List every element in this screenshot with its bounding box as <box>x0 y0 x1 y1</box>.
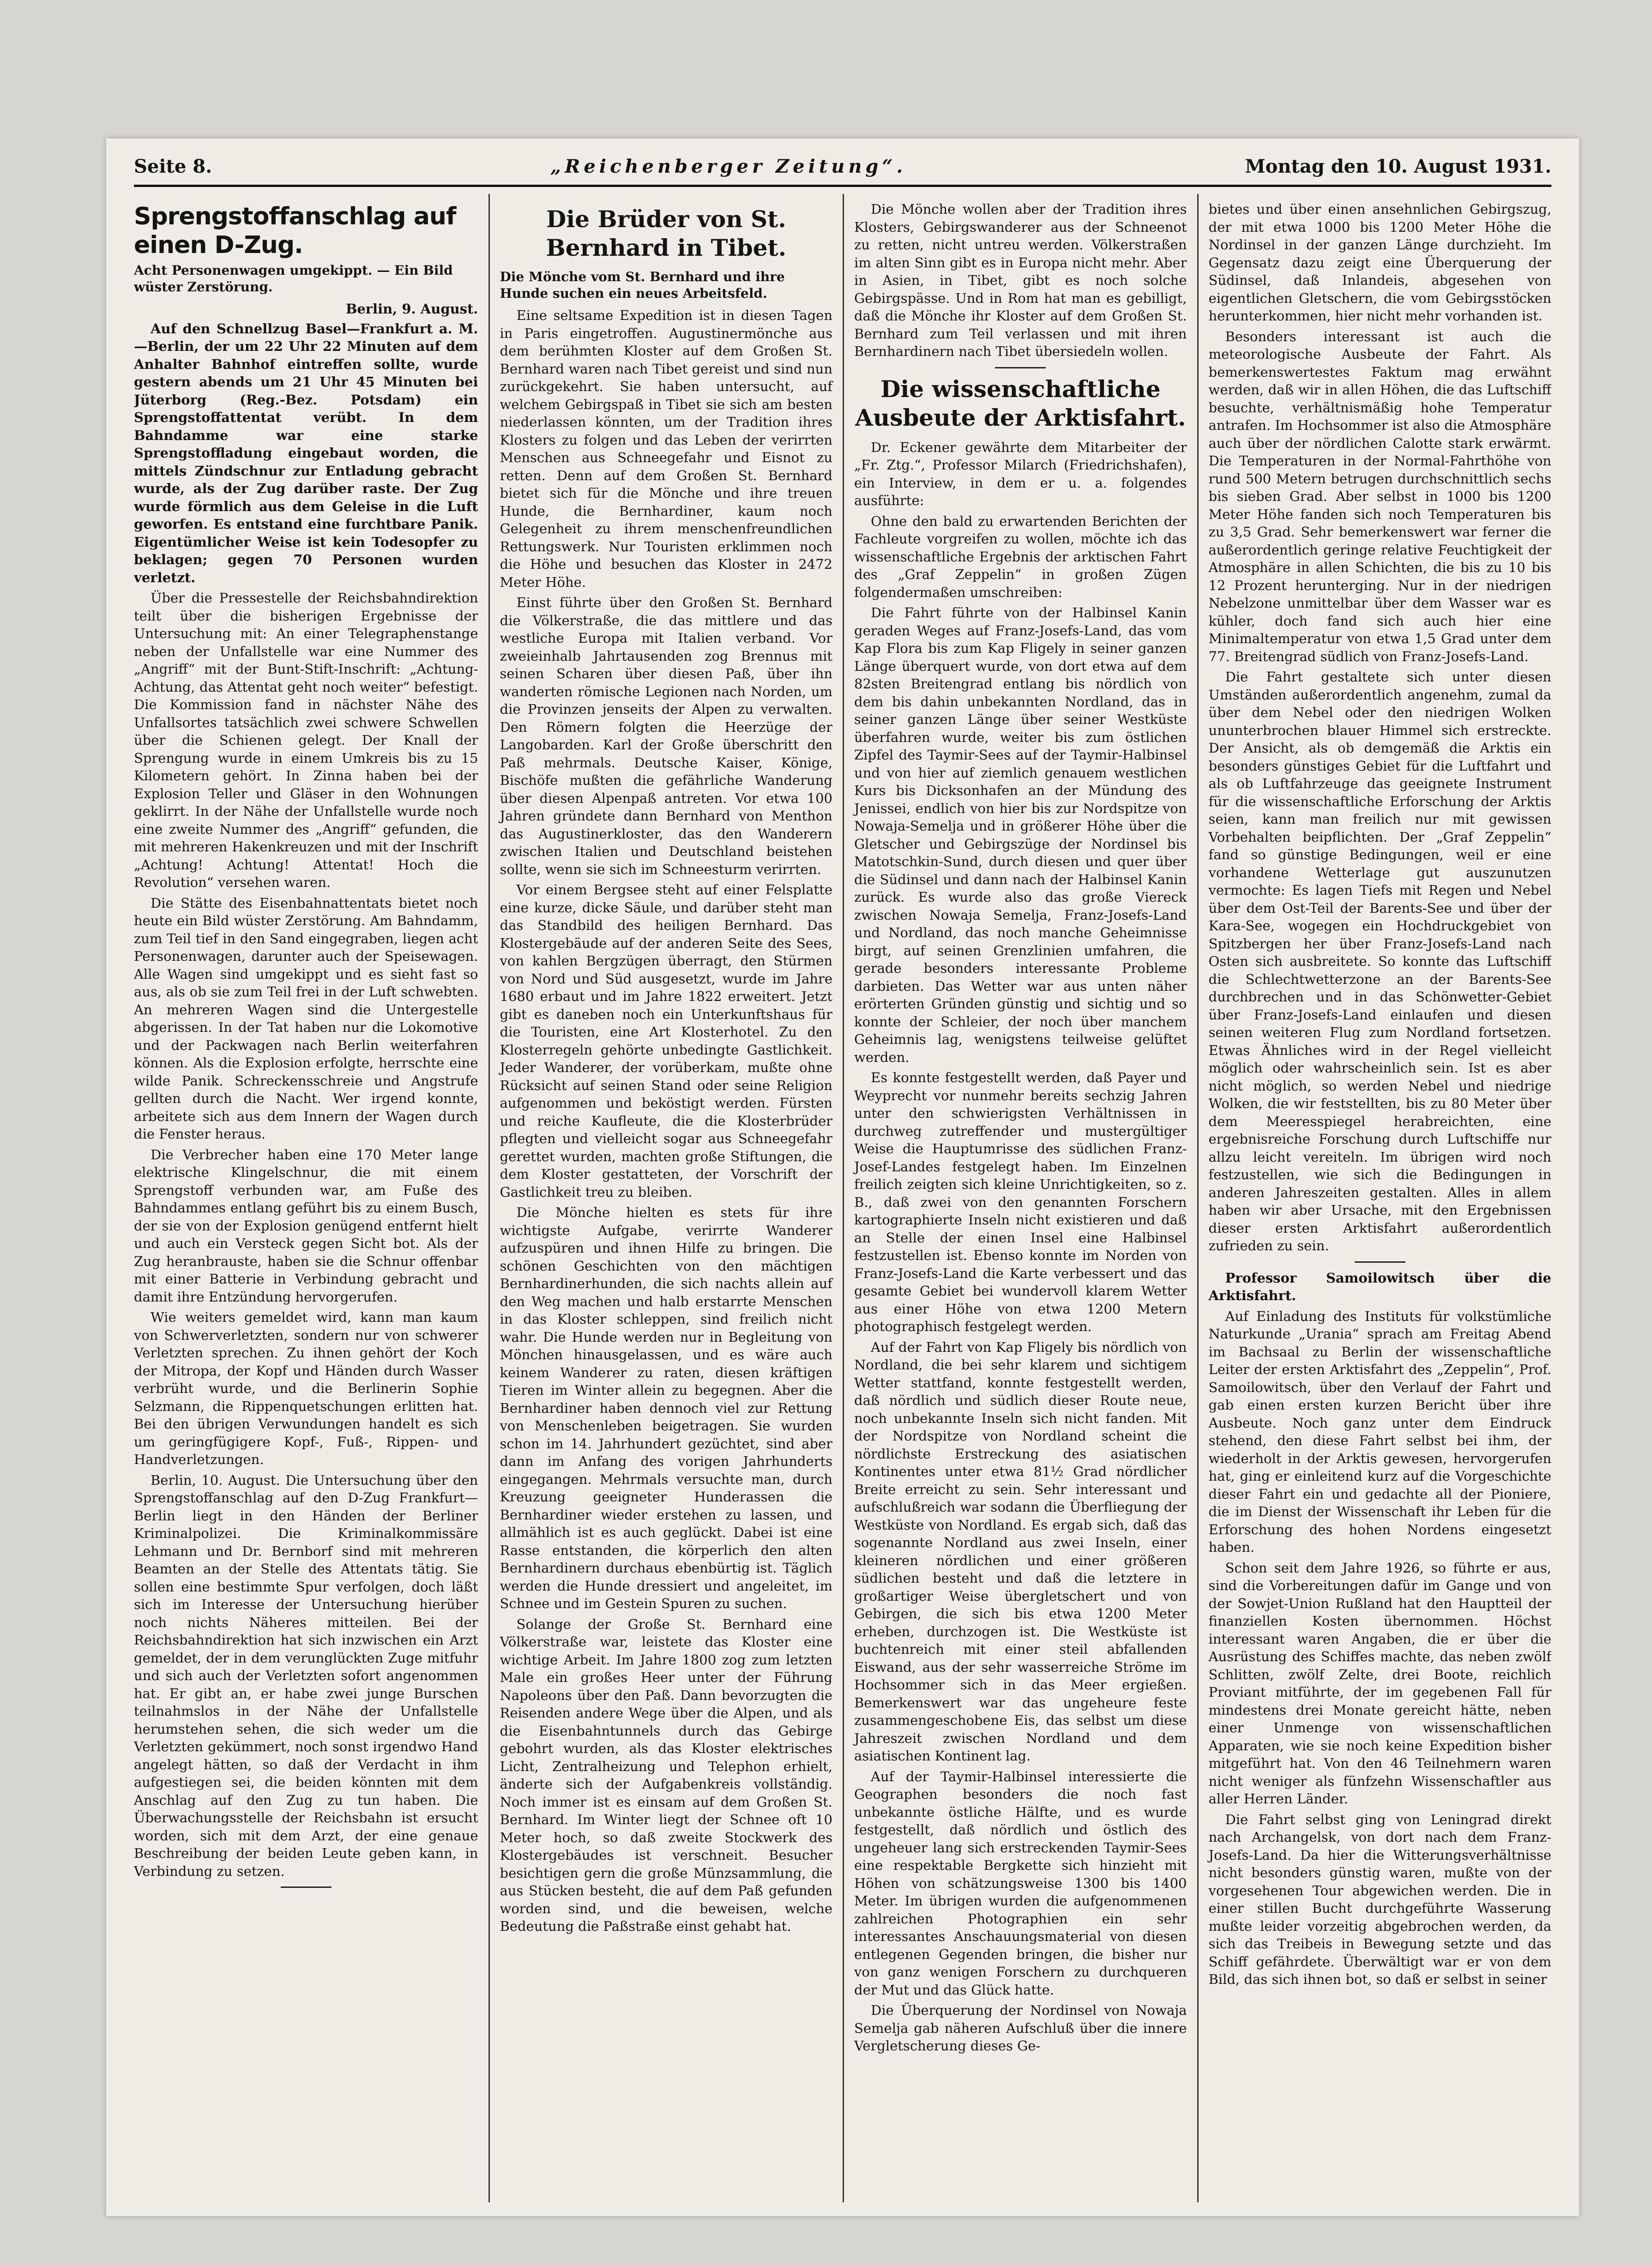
end-rule <box>281 1886 332 1888</box>
article-headline: Die wissenschaftliche Ausbeute der Arktisfahrt. <box>855 375 1186 431</box>
paragraph: Eine seltsame Expedition ist in diesen Tagen in Paris eingetroffen. Augustinermönche aus dem berühmten Kloster auf dem Großen St. Bernhard waren nach Tibet gereist und sind nun zurückgekehrt. Sie haben untersucht, auf welchem Gebirgspaß in Tibet sie sich am besten niederlassen könnten, um der Tradition ihres Klosters zu folgen und das Leben der verirrten Menschen aus Schneegefahr und Eisnot zu retten. Denn auf dem Großen St. Bernhard bietet sich für die Mönche und ihre treuen Hunde, die Bernhardiner, kaum noch Gelegenheit zu ihrem menschenfreundlichen Rettungswerk. Nur Touristen erklimmen noch die Höhe und besuchen das Kloster in 2472 Meter Höhe. <box>500 307 832 590</box>
paragraph: Vor einem Bergsee steht auf einer Felsplatte eine kurze, dicke Säule, und darüber steht man das Standbild des heiligen Bernhard. Das Klostergebäude auf der anderen Seite des Sees, von kahlen Bergzügen überragt, den Stürmen von Nord und Süd ausgesetzt, wurde im Jahre 1680 erbaut und im Jahre 1822 erweitert. Jetzt gibt es daneben noch ein Unterkunftshaus für die Touristen, eine Art Klosterhotel. Zu den Klosterregeln gehörte unbedingte Gastlichkeit. Jeder Wanderer, der vorüberkam, mußte ohne Rücksicht auf seinen Stand oder seine Religion aufgenommen und beköstigt werden. Fürsten und reiche Kaufleute, die die Klosterbrüder pflegten und vielleicht sogar aus Schneegefahr gerettet wurden, machten große Stiftungen, die dem Kloster gestatteten, der Vorschrift der Gastlichkeit treu zu bleiben. <box>500 882 832 1200</box>
paragraph: Solange der Große St. Bernhard eine Völkerstraße war, leistete das Kloster eine wichtige Arbeit. Im Jahre 1800 zog zum letzten Male ein großes Heer unter der Führung Napoleons über den Paß. Dann bevorzugten die Reisenden andere Wege über die Alpen, und als die Eisenbahntunnels durch das Gebirge gebohrt wurden, als das Kloster elektrisches Licht, Zentralheizung und Telephon erhielt, änderte sich der Aufgabenkreis vollständig. Noch immer ist es einsam auf dem Großen St. Bernhard. Im Winter liegt der Schnee oft 10 Meter hoch, so daß zweite Stockwerk des Klostergebäudes ist verschneit. Besucher besichtigen gern die große Münzsammlung, die aus Stücken besteht, die auf dem Paß gefunden worden sind, und die beweisen, welche Bedeutung die Paßstraße einst gehabt hat. <box>500 1616 832 1934</box>
paragraph: bietes und über einen ansehnlichen Gebirgszug, der mit etwa 1000 bis 1200 Meter Höhe die Nordinsel in der ganzen Länge durchzieht. Im Gegensatz dazu zeigt eine Überquerung der Südinsel, daß Inlandeis, abgesehen von eigentlichen Gletschern, die vom Gebirgsstöcken herunterkommen, hier nicht mehr vorhanden ist. <box>1208 201 1551 324</box>
paragraph: Die Mönche wollen aber der Tradition ihres Klosters, Gebirgswanderer aus der Schneenot zu retten, nicht untreu werden. Völkerstraßen im alten Sinn gibt es in Europa nicht mehr. Aber in Asien, in Tibet, gibt es noch solche Gebirgspässe. Und in Rom hat man es gebilligt, daß die Mönche ihr Kloster auf dem Großen St. Bernhard zum Teil verlassen und mit ihren Bernhardinern nach Tibet übersiedeln wollen. <box>854 201 1187 359</box>
paragraph: Auf der Fahrt von Kap Fligely bis nördlich von Nordland, die bei sehr klarem und sichtigem Wetter stattfand, konnte festgestellt werden, daß nördlich und südlich dieser Route neue, noch unbekannte Inseln sich nicht fanden. Mit der Nordspitze von Nordland scheint die nördlichste Erstreckung des asiatischen Kontinentes unter etwa 81½ Grad nördlicher Breite erreicht zu sein. Sehr interessant und aufschlußreich war sodann die Überfliegung der Westküste von Nordland. Es ergab sich, daß das sogenannte Nordland aus zwei Inseln, einer kleineren nördlichen und einer größeren südlichen besteht und daß die letztere in großartiger Weise übergletschert und von Gebirgen, die sich bis etwa 1200 Meter erheben, durchzogen ist. Die Westküste ist buchtenreich mit einer steil abfallenden Eiswand, aus der sehr wasserreiche Ströme im Hochsommer sich in das Meer ergießen. Bemerkenswert war das ungeheure feste zusammengeschobene Eis, das selbst um diese Jahreszeit zwischen Nordland und dem asiatischen Kontinent lag. <box>854 1339 1187 1764</box>
paragraph: Die Fahrt führte von der Halbinsel Kanin geraden Weges auf Franz-Josefs-Land, das vom Kap Flora bis zum Kap Fligely in seiner ganzen Länge überquert wurde, von dort etwa auf dem 82sten Breitengrad entlang bis nördlich von dem bis dahin unbekannten Nordland, das in seiner ganzen Länge über seiner Westküste überfahren wurde, weiter bis zum östlichen Zipfel des Taymir-Sees auf der Taymir-Halbinsel und von hier auf ziemlich genauem westlichen Kurs bis Dicksonhafen an der Mündung des Jenissei, endlich von hier bis zur Nordspitze von Nowaja-Semelja und in größerer Höhe über die Gletscher und Gebirgszüge der Nordinsel bis Matotschkin-Sund, durch diesen und quer über die Südinsel und dann nach der Halbinsel Kanin zurück. Es wurde also das große Viereck zwischen Nowaja Semelja, Franz-Josefs-Land und Nordland, das noch manche Geheimnisse birgt, auf seinen Grenzlinien umfahren, die gerade besonders interessante Probleme darbieten. Das Wetter war aus unten näher erörterten Gründen günstig und sichtig und so konnte der Schleier, der noch über manchem Geheimnis lag, wenigstens teilweise gelüftet werden. <box>854 605 1187 1065</box>
dateline: Berlin, 9. August. <box>345 301 478 317</box>
article-subhead: Acht Personenwagen umgekippt. — Ein Bild wüster Zerstörung. <box>134 263 453 295</box>
paragraph: Auf den Schnellzug Basel—Frankfurt a. M.—Berlin, der um 22 Uhr 22 Minuten auf dem Anhalter Bahnhof eintreffen sollte, wurde gestern abends um 21 Uhr 45 Minuten bei Jüterborg (Reg.-Bez. Potsdam) ein Sprengstoffattentat verübt. In dem Bahndamme war eine starke Sprengstoffladung eingebaut worden, die mittels Zündschnur zur Entladung gebracht wurde, als der Zug darüber raste. Der Zug wurde förmlich aus dem Geleise in die Luft geworfen. Es entstand eine furchtbare Panik. Eigentümlicher Weise ist kein Todesopfer zu beklagen; gegen 70 Personen wurden verletzt. <box>134 320 478 585</box>
separator-rule <box>995 367 1046 368</box>
paragraph: Über die Pressestelle der Reichsbahndirektion teilt über die bisherigen Ergebnisse der Untersuchung mit: An einer Telegraphenstange neben der Unfallstelle war eine Nummer des „Angriff“ mit der Bunt-Stift-Inschrift: „Achtung-Achtung, das Attentat geht noch weiter“ befestigt. Die Kommission fand in nächster Nähe des Unfallsortes tatsächlich zwei schwere Schwellen über die Schienen gelegt. Der Knall der Sprengung wurde in einem Umkreis bis zu 15 Kilometern gehört. In Zinna haben bei der Explosion Teller und Gläser in den Wohnungen geklirrt. In der Nähe der Unfallstelle wurde noch eine zweite Nummer des „Angriff“ gefunden, die mit mehreren Hakenkreuzen und mit der Inschrift „Achtung! Achtung! Attentat! Hoch die Revolution“ versehen waren. <box>134 590 478 890</box>
article-headline: Die Brüder von St. Bernhard in Tibet. <box>546 205 786 261</box>
column-4 <box>1197 194 1552 2202</box>
column-grid <box>134 194 1551 2202</box>
paragraph: Die Fahrt selbst ging von Leningrad direkt nach Archangelsk, von dort nach dem Franz-Josefs-Land. Da hier die Witterungsverhältnisse nicht besonders günstig waren, mußte von der vorgesehenen Tour abgewichen werden. Die in einer stillen Bucht durchgeführte Wasserung mußte leider vorzeitig abgebrochen werden, da sich das Treibeis in Bewegung setzte und das Schiff gefährdete. Überwältigt war er von dem Bild, das sich ihnen bot, so daß er selbst in seiner <box>1208 1811 1551 1987</box>
article-headline: Professor Samoilowitsch über die Arktisfahrt. <box>1208 1270 1551 1303</box>
paragraph: Auf der Taymir-Halbinsel interessierte die Geographen besonders die noch fast unbekannte östliche Hälfte, und es wurde festgestellt, daß nördlich und östlich des ungeheuer lang sich erstreckenden Taymir-Sees eine respektable Bergkette sich hinzieht mit Höhen von schätzungsweise 1300 bis 1400 Meter. Im übrigen wurden die aufgenommenen zahlreichen Photographien ein sehr interessantes Anschauungsmaterial von diesen entlegenen Gegenden bringen, die bisher nur von ganz wenigen Forschern zu durchqueren der Mut und das Glück hatte. <box>854 1768 1187 1998</box>
paragraph: Die Mönche hielten es stets für ihre wichtigste Aufgabe, verirrte Wanderer aufzuspüren und ihnen Hilfe zu bringen. Die schönen Geschichten von den mächtigen Bernhardinerhunden, die sich nachts allein auf den Weg machen und halb erstarrte Menschen in das Kloster schleppen, sind freilich nicht wahr. Die Hunde werden nur in Begleitung von Mönchen hinausgelassen, und es wäre auch keinem Wanderer zu raten, diesen kräftigen Tieren im Winter allein zu begegnen. Aber die Bernhardiner haben dennoch viel zur Rettung von Menschenleben beigetragen. Sie wurden schon im 14. Jahrhundert gezüchtet, sind aber dann im Anfang des vorigen Jahrhunderts eingegangen. Mehrmals versuchte man, durch Kreuzung geeigneter Hunderassen die Bernhardiner wieder erstehen zu lassen, und allmählich ist es auch geglückt. Dabei ist eine Rasse entstanden, die körperlich den alten Bernhardinern durchaus ebenbürtig ist. Täglich werden die Hunde dressiert und angeleitet, im Schnee und im Gestein Spuren zu suchen. <box>500 1205 832 1611</box>
paragraph: Auf Einladung des Instituts für volkstümliche Naturkunde „Urania“ sprach am Freitag Abend im Bachsaal zu Berlin der wissenschaftliche Leiter der ersten Arktisfahrt des „Zeppelin“, Prof. Samoilowitsch, über den Verlauf der Fahrt und gab einen ersten kurzen Bericht über ihre Ausbeute. Noch ganz unter dem Eindruck stehend, den diese Fahrt selbst bei ihm, der wiederholt in der Arktis gewesen, hervorgerufen hat, ging er einleitend kurz auf die Vorgeschichte dieser Fahrt ein und gedachte all der Pioniere, die im Dienst der Wissenschaft ihr Leben für die Erforschung des hohen Nordens eingesetzt haben. <box>1208 1308 1551 1555</box>
paragraph: Die Stätte des Eisenbahnattentats bietet noch heute ein Bild wüster Zerstörung. Am Bahndamm, zum Teil tief in den Sand eingegraben, liegen acht Personenwagen, darunter auch der Speisewagen. Alle Wagen sind umgekippt und es sieht fast so aus, als ob sie zum Teil frei in der Luft schwebten. An mehreren Wagen sind die Untergestelle abgerissen. In der Tat haben nur die Lokomotive und der Packwagen nach Berlin weiterfahren können. Als die Explosion erfolgte, herrschte eine wilde Panik. Schreckensschreie und Angstrufe gellten durch die Nacht. Wer irgend konnte, arbeitete sich aus dem Innern der Wagen durch die Fenster heraus. <box>134 895 478 1142</box>
paragraph: Dr. Eckener gewährte dem Mitarbeiter der „Fr. Ztg.“, Professor Milarch (Friedrichshafen), ein Interview, in dem er u. a. folgendes ausführte: <box>854 439 1187 508</box>
paragraph: Die Überquerung der Nordinsel von Nowaja Semelja gab näheren Aufschluß über die innere Vergletscherung dieses Ge- <box>854 2002 1187 2054</box>
issue-date: Montag den 10. August 1931. <box>1245 155 1551 177</box>
paragraph: Ohne den bald zu erwartenden Berichten der Fachleute vorgreifen zu wollen, möchte ich das wissenschaftliche Ergebnis der arktischen Fahrt des „Graf Zeppelin“ in großen Zügen folgendermaßen umschreiben: <box>854 513 1187 600</box>
column-1 <box>134 194 488 2202</box>
column-3 <box>843 194 1197 2202</box>
paragraph: Die Verbrecher haben eine 170 Meter lange elektrische Klingelschnur, die mit einem Sprengstoff verbunden war, am Fuße des Bahndammes entlang geführt bis zu einem Busch, der sie von der Explosion genügend entfernt hielt und auch ein Versteck gegen Sicht bot. Als der Zug heranbrauste, haben sie die Schnur offenbar mit einer Batterie in Verbindung gebracht und damit ihre Entzündung hervorgerufen. <box>134 1146 478 1305</box>
header-rule <box>134 185 1551 187</box>
column-2 <box>488 194 843 2202</box>
page-number: Seite 8. <box>134 155 212 177</box>
masthead: „Reichenberger Zeitung“. <box>550 155 907 177</box>
paragraph: Wie weiters gemeldet wird, kann man kaum von Schwerverletzten, sondern nur von schwerer Verletzten sprechen. Zu ihnen gehört der Koch der Mitropa, der Kopf und Händen durch Wasser verbrüht wurde, und die Berlinerin Sophie Selzmann, die Rippenquetschungen erlitten hat. Bei den übrigen Verwundungen handelt es sich um geringfügigere Kopf-, Fuß-, Rippen- und Handverletzungen. <box>134 1309 478 1467</box>
paragraph: Berlin, 10. August. Die Untersuchung über den Sprengstoffanschlag auf den D-Zug Frankfurt—Berlin liegt in den Händen der Berliner Kriminalpolizei. Die Kriminalkommissäre Lehmann und Dr. Bernborf sind mit mehreren Beamten an der Stelle des Attentats tätig. Sie sollen eine bestimmte Spur verfolgen, doch läßt sich im Interesse der Untersuchung hierüber noch nichts Näheres mitteilen. Bei der Reichsbahndirektion hat sich inzwischen ein Arzt gemeldet, der in dem verunglückten Zuge mitfuhr und sich auch der Verletzten sofort angenommen hat. Er gibt an, er habe zwei junge Burschen teilnahmslos in der Nähe der Unfallstelle herumstehen sehen, die sich weder um die Verletzten gekümmert, noch sonst irgendwo Hand angelegt hätten, so daß der Verdacht in ihm aufgestiegen sei, die beiden könnten mit dem Anschlag auf den Zug zu tun haben. Die Überwachungsstelle der Reichsbahn ist ersucht worden, sich mit dem Arzt, der eine genaue Beschreibung der beiden Leute geben kann, in Verbindung zu setzen. <box>134 1472 478 1879</box>
separator-rule <box>1355 1261 1405 1263</box>
article-headline: Sprengstoffanschlag auf einen D-Zug. <box>134 203 456 259</box>
paragraph: Besonders interessant ist auch die meteorologische Ausbeute der Fahrt. Als bemerkenswertestes Faktum mag erwähnt werden, daß wir in allen Höhen, die das Luftschiff besuchte, verhältnismäßig hohe Temperatur antrafen. Im Hochsommer ist also die Atmosphäre auch über der nördlichen Calotte stark erwärmt. Die Temperaturen in der Normal-Fahrthöhe von rund 500 Metern betrugen durchschnittlich sechs bis sieben Grad. Aber selbst in 1000 bis 1200 Meter Höhe fanden sich noch Temperaturen bis zu 3,5 Grad. Sehr bemerkenswert war ferner die außerordentlich geringe relative Feuchtigkeit der Atmosphäre in allen Schichten, die bis zu 10 bis 12 Prozent herunterging. Nur in der niedrigen Nebelzone unmittelbar über dem Wasser war es kühler, doch fand sich auch hier eine Minimaltemperatur von etwa 1,5 Grad unter dem 77. Breitengrad südlich von Franz-Josefs-Land. <box>1208 328 1551 664</box>
page-header <box>134 152 1551 180</box>
paragraph: Die Fahrt gestaltete sich unter diesen Umständen außerordentlich angenehm, zumal da über dem Nebel oder den niedrigen Wolken ununterbrochen blauer Himmel sich erstreckte. Der Ansicht, als ob demgemäß die Arktis ein besonders günstiges Gebiet für die Luftfahrt und als ob Luftfahrzeuge das geeignete Instrument für die wissenschaftliche Erforschung der Arktis seien, kann man freilich nur mit gewissen Vorbehalten beipflichten. Der „Graf Zeppelin“ fand so günstige Bedingungen, weil er eine vorhandene Wetterlage gut auszunutzen vermochte: Es lagen Tiefs mit Regen und Nebel über dem Ost-Teil der Barents-See und über der Kara-See, wogegen ein Hochdruckgebiet von Spitzbergen her über Franz-Josefs-Land nach Osten sich ausbreitete. So konnte das Luftschiff die Schlechtwetterzone an der Barents-See durchbrechen und in das Schönwetter-Gebiet über Franz-Josefs-Land einlaufen und diesen seinen weiteren Flug zum Nordland fortsetzen. Etwas Ähnliches wird in der Regel vielleicht möglich oder wahrscheinlich sein. Ist es aber nicht möglich, so werden Nebel und niedrige Wolken, die wir feststellten, bis zu 80 Meter über dem Meeresspiegel herabreichten, eine ergebnisreiche Forschung durch Luftschiffe nur allzu leicht vereiteln. Im übrigen wird noch festzustellen, wie sich die Bedingungen in anderen Jahreszeiten gestalten. Alles in allem haben wir aber Ursache, mit den Ergebnissen dieser ersten Arktisfahrt außerordentlich zufrieden zu sein. <box>1208 669 1551 1254</box>
paragraph: Einst führte über den Großen St. Bernhard die Völkerstraße, die das mittlere und das westliche Europa mit Italien verband. Vor zweieinhalb Jahrtausenden zog Brennus mit seinen Scharen über diesen Paß, über ihn wanderten römische Legionen nach Norden, um die Provinzen jenseits der Alpen zu verwalten. Den Römern folgten die Heerzüge der Langobarden. Karl der Große überschritt den Paß mehrmals. Deutsche Kaiser, Könige, Bischöfe mußten die gefährliche Wanderung über diesen Alpenpaß antreten. Vor etwa 100 Jahren gründete dann Bernhard von Menthon das Augustinerkloster, das den Wanderern zwischen Italien und Deutschland beistehen sollte, wenn sie sich im Schneesturm verirrten. <box>500 595 832 877</box>
newspaper-page <box>106 139 1579 2216</box>
paragraph: Schon seit dem Jahre 1926, so führte er aus, sind die Vorbereitungen dafür im Gange und von der Sowjet-Union Rußland hat den Hauptteil der finanziellen Kosten übernommen. Höchst interessant waren Angaben, die er über die Ausrüstung des Schiffes machte, das neben zwölf Schlitten, zwölf Zelte, drei Boote, reichlich Proviant mitführte, der im gegebenen Fall für mindestens drei Monate gereicht hätte, neben einer Unmenge von wissenschaftlichen Apparaten, wie sie noch keine Expedition bisher mitgeführt hat. Von den 46 Teilnehmern waren nicht weniger als fünfzehn Wissenschaftler aus aller Herren Länder. <box>1208 1560 1551 1807</box>
article-subhead: Die Mönche vom St. Bernhard und ihre Hunde suchen ein neues Arbeitsfeld. <box>500 269 785 301</box>
paragraph: Es konnte festgestellt werden, daß Payer und Weyprecht vor nunmehr bereits sechzig Jahren unter den schwierigsten Verhältnissen in durchweg zutreffender und mustergültiger Weise die Hauptumrisse des südlichen Franz-Josef-Landes festgelegt haben. Im Einzelnen freilich zeigten sich kleine Unrichtigkeiten, so z. B., daß zwei von den genannten Forschern kartographierte Inseln nicht existieren und daß an Stelle der einen Insel eine Halbinsel festzustellen ist. Ebenso konnte im Norden von Franz-Josefs-Land die Karte verbessert und das gesamte Gebiet bei wundervoll klarem Wetter aus einer Höhe von etwa 1200 Metern photographisch festgelegt werden. <box>854 1070 1187 1334</box>
